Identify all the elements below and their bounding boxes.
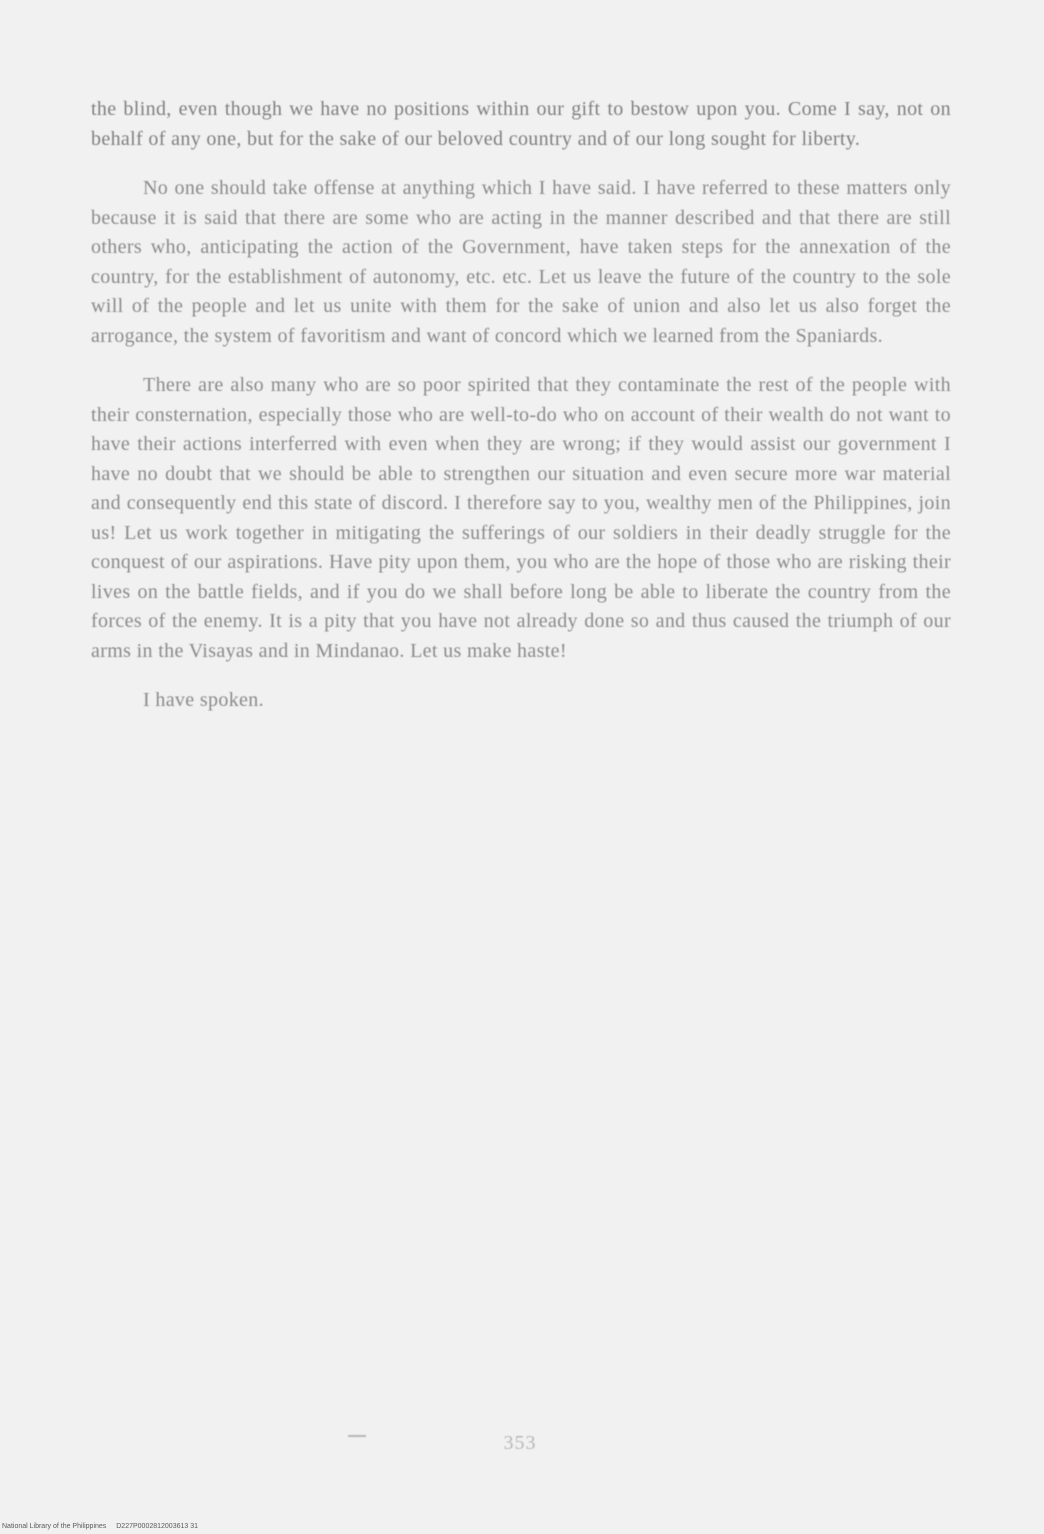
- scan-mark: [348, 1435, 366, 1437]
- footer-institution: National Library of the Philippines: [2, 1523, 107, 1530]
- paragraph-offense: No one should take offense at anything which I have said. I have referred to these matters only because it is said that there are some who are acting in the manner described and that there are still others who, anticipating the action of the Government, have taken steps for the annexation of the country, for the establishment of autonomy, etc. etc. Let us leave the future of the country to the sole will of the people and let us unite with them for the sake of union and also let us also forget the arrogance, the system of favoritism and want of concord which we learned from the Spaniards.: [91, 177, 951, 347]
- paragraph-continuation: the blind, even though we have no positions within our gift to bestow upon you. Come I say, not on behalf of any one, but for the sake of our beloved country and of our long sought for liberty.: [91, 98, 951, 150]
- footer-identifier: D227P0002812003613 31: [116, 1523, 198, 1530]
- paragraph-wealthy-appeal: There are also many who are so poor spirited that they contaminate the rest of the people with their consternation, especially those who are well-to-do who on account of their wealth do not want to have their actions interferred with even when they are wrong; if they would assist our government I have no doubt that we should be able to strengthen our situation and even secure more war material and consequently end this state of discord. I therefore say to you, wealthy men of the Philippines, join us! Let us work together in mitigating the sufferings of our soldiers in their deadly struggle for the conquest of our aspirations. Have pity upon them, you who are the hope of those who are risking their lives on the battle fields, and if you do we shall before long be able to liberate the country from the forces of the enemy. It is a pity that you have not already done so and thus caused the triumph of our arms in the Visayas and in Mindanao. Let us make haste!: [91, 374, 951, 662]
- body-text: [91, 95, 951, 736]
- footer-credit: [2, 1523, 206, 1530]
- page-number: 353: [503, 1432, 537, 1454]
- closing-line: I have spoken.: [143, 689, 264, 711]
